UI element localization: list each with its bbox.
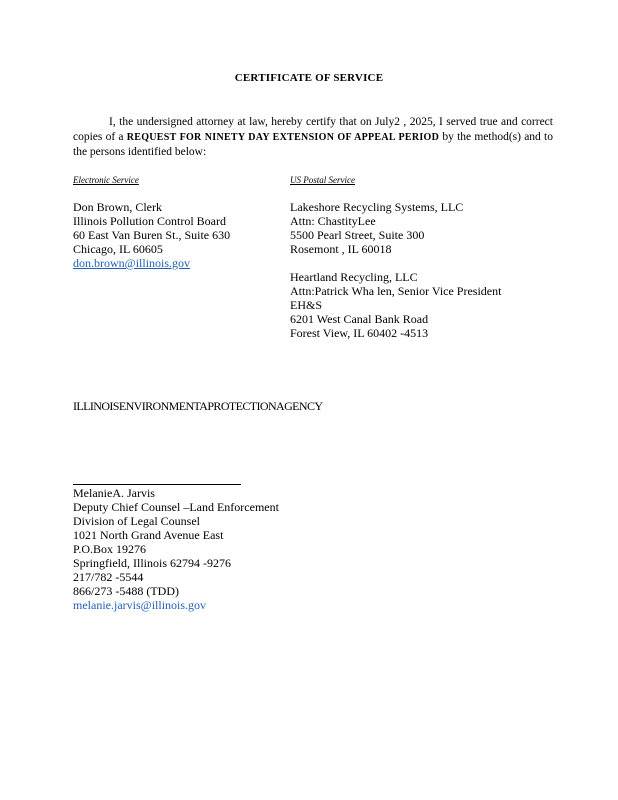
signer-city-line: Springfield, Illinois 62794 -9276 [73, 556, 231, 570]
recipient-address-line: 6201 West Canal Bank Road [290, 312, 429, 326]
recipient-address-line: 5500 Pearl Street, Suite 300 [290, 228, 425, 242]
signer-address-line: 1021 North Grand Avenue East [73, 528, 224, 542]
intro-text-start: I, the undersigned attorney at law, hereby certify that on July2 , 2025, I served true and correct copies of a [73, 116, 553, 143]
signer-division: Division of Legal Counsel [73, 514, 200, 528]
document-title: CERTIFICATE OF SERVICE [234, 72, 384, 84]
recipient-city-line: Rosemont , IL 60018 [290, 242, 392, 256]
signer-tdd: 866/273 -5488 (TDD) [73, 584, 179, 598]
recipient-address-line: 60 East Van Buren St., Suite 630 [73, 228, 231, 242]
recipient-company-line: Lakeshore Recycling Systems, LLC [290, 200, 464, 214]
agency-name: ILLINOISENVIRONMENTAPROTECTIONAGENCY [73, 399, 323, 413]
electronic-recipient [73, 200, 230, 270]
recipient-dept-line: EH&S [290, 298, 323, 312]
recipient-city-line: Chicago, IL 60605 [73, 242, 163, 256]
recipient-company-line: Heartland Recycling, LLC [290, 270, 418, 284]
intro-text-end: by the method(s) and to the persons identified below: [73, 130, 553, 158]
clerk-email-link[interactable]: don.brown@illinois.gov [73, 256, 191, 270]
served-document-title: REQUEST FOR NINETY DAY EXTENSION OF APPEAL PERIOD [126, 131, 440, 143]
postal-recipient-lakeshore [290, 200, 463, 256]
recipient-city-line: Forest View, IL 60402 -4513 [290, 326, 429, 340]
signer-name: MelanieA. Jarvis [73, 486, 155, 500]
certification-paragraph [73, 115, 553, 160]
postal-service-heading: US Postal Service [290, 175, 355, 185]
signature-line [73, 484, 241, 485]
signer-phone: 217/782 -5544 [73, 570, 144, 584]
electronic-service-heading: Electronic Service [73, 175, 139, 185]
signature-block [73, 486, 279, 612]
signer-title: Deputy Chief Counsel –Land Enforcement [73, 500, 279, 514]
signer-email-link[interactable]: melanie.jarvis@illinois.gov [73, 598, 207, 612]
recipient-attn-line: Attn: ChastityLee [290, 214, 376, 228]
recipient-org-line: Illinois Pollution Control Board [73, 214, 227, 228]
recipient-attn-line: Attn:Patrick Wha len, Senior Vice President [290, 284, 502, 298]
recipient-name-line: Don Brown, Clerk [73, 200, 162, 214]
signer-po-box: P.O.Box 19276 [73, 542, 147, 556]
postal-recipient-heartland [290, 270, 501, 340]
